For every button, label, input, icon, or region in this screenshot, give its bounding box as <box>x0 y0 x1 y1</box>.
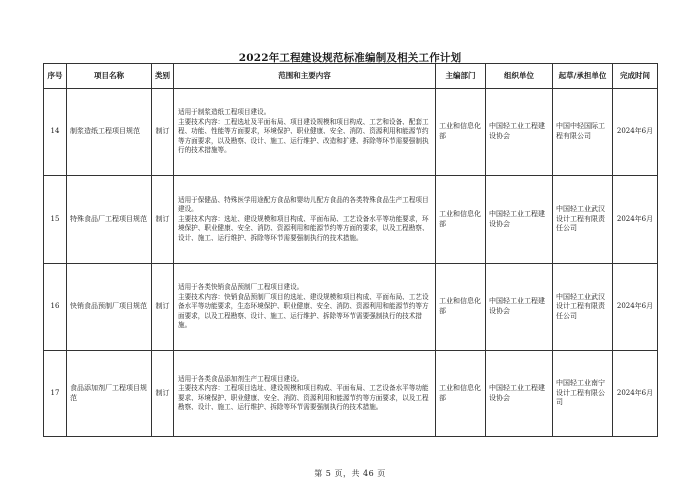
cell-category: 制订 <box>152 351 174 437</box>
work-plan-table <box>43 63 658 437</box>
header-deadline: 完成时间 <box>613 64 658 89</box>
cell-dept: 工业和信息化部 <box>436 264 486 351</box>
table-row <box>44 176 658 264</box>
cell-org: 中国轻工业工程建设协会 <box>486 351 553 437</box>
table-header-row <box>44 64 658 89</box>
cell-category: 制订 <box>152 176 174 264</box>
cell-dept: 工业和信息化部 <box>436 89 486 176</box>
cell-scope: 适用于各类快销食品预制厂工程项目建设。 主要技术内容：快销食品预制厂项目的选址、建设规模和项目构成、平面布局、工艺设备水平等功能要求，生态环境保护、职业健康、安全、消防、资源利用和能源节约等方面要求，以及工程勘察、设计、施工、运行维护、拆除等环节需要强制执行的技术措施。 <box>174 264 436 351</box>
header-category: 类别 <box>152 64 174 89</box>
cell-no: 15 <box>44 176 67 264</box>
cell-name: 制浆造纸工程项目规范 <box>67 89 152 176</box>
table-row <box>44 89 658 176</box>
cell-org: 中国轻工业工程建设协会 <box>486 89 553 176</box>
cell-drafter: 中国轻工业武汉设计工程有限责任公司 <box>553 264 613 351</box>
cell-name: 食品添加剂厂工程项目规范 <box>67 351 152 437</box>
cell-org: 中国轻工业工程建设协会 <box>486 176 553 264</box>
cell-dept: 工业和信息化部 <box>436 176 486 264</box>
cell-category: 制订 <box>152 264 174 351</box>
cell-no: 17 <box>44 351 67 437</box>
cell-name: 快销食品预制厂项目规范 <box>67 264 152 351</box>
cell-category: 制订 <box>152 89 174 176</box>
cell-dept: 工业和信息化部 <box>436 351 486 437</box>
cell-no: 16 <box>44 264 67 351</box>
cell-scope: 适用于制浆造纸工程项目建设。 主要技术内容：工程选址及平面布局、项目建设规模和项目构成、工艺和设备、配套工程、功能、性能等方面要求，环境保护、职业健康、安全、消防、资源利用和能源节约等方面要求，以及勘察、设计、施工、运行维护、改造和扩建、拆除等环节需要强制执行的技术措施等。 <box>174 89 436 176</box>
header-dept: 主编部门 <box>436 64 486 89</box>
header-name: 项目名称 <box>67 64 152 89</box>
cell-name: 特殊食品厂工程项目规范 <box>67 176 152 264</box>
cell-org: 中国轻工业工程建设协会 <box>486 264 553 351</box>
cell-deadline: 2024年6月 <box>613 264 658 351</box>
cell-deadline: 2024年6月 <box>613 89 658 176</box>
cell-drafter: 中国轻工业武汉设计工程有限责任公司 <box>553 176 613 264</box>
cell-deadline: 2024年6月 <box>613 176 658 264</box>
cell-scope: 适用于保健品、特殊医学用途配方食品和婴幼儿配方食品的各类特殊食品生产工程项目建设。 主要技术内容：选址、建设规模和项目构成、平面布局、工艺设备水平等功能要求，环境保护、职业健康、安全、消防、资源利用和能源节约等方面的要求，以及工程勘察、设计、施工、运行维护、拆除等环节需要强制执行的技术措施。 <box>174 176 436 264</box>
cell-drafter: 中国轻工业南宁设计工程有限公司 <box>553 351 613 437</box>
header-no: 序号 <box>44 64 67 89</box>
table-row <box>44 264 658 351</box>
header-scope: 范围和主要内容 <box>174 64 436 89</box>
header-drafter: 起草/承担单位 <box>553 64 613 89</box>
cell-no: 14 <box>44 89 67 176</box>
cell-scope: 适用于各类食品添加剂生产工程项目建设。 主要技术内容：工程项目选址、建设规模和项目构成、平面布局、工艺设备水平等功能要求、环境保护、职业健康、安全、消防、资源利用和能源节约等方面要求，以及工程勘察、设计、施工、运行维护、拆除等环节需要强制执行的技术措施。 <box>174 351 436 437</box>
page-number: 第 5 页，共 46 页 <box>314 469 386 478</box>
cell-drafter: 中国中轻国际工程有限公司 <box>553 89 613 176</box>
header-org: 组织单位 <box>486 64 553 89</box>
cell-deadline: 2024年6月 <box>613 351 658 437</box>
table-row <box>44 351 658 437</box>
document-title: 2022年工程建设规范标准编制及相关工作计划 <box>238 52 462 64</box>
